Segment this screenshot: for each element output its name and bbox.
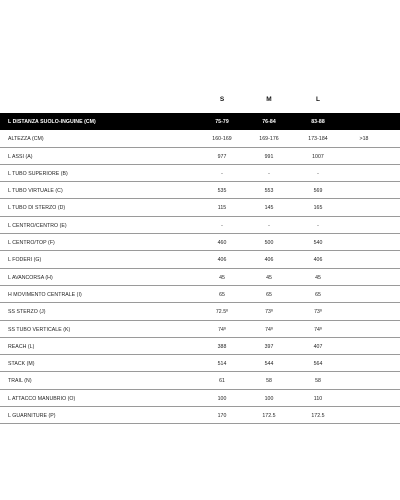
cell-size-l: 58	[315, 378, 321, 385]
row-label: SS TUBO VERTICALE (K)	[8, 326, 71, 333]
cell-size-s: 170	[217, 413, 227, 420]
row-label: H MOVIMENTO CENTRALE (I)	[8, 291, 82, 298]
cell-size-s: 535	[217, 188, 227, 195]
cell-size-m: 991	[264, 153, 274, 160]
row-label: ALTEZZA (CM)	[8, 136, 44, 143]
cell-size-m: 544	[264, 361, 274, 368]
cell-size-s: -	[221, 170, 223, 177]
cell-size-m: 76-84	[262, 119, 276, 125]
cell-size-m: 397	[264, 343, 274, 350]
cell-size-l: 564	[313, 361, 323, 368]
cell-size-m: -	[268, 222, 270, 229]
table-row	[0, 199, 400, 216]
cell-size-m: 58	[266, 378, 272, 385]
row-label: L TUBO DI STERZO (D)	[8, 205, 66, 212]
cell-size-l: 569	[313, 188, 323, 195]
cell-size-s: 75-79	[215, 119, 229, 125]
size-m-header: M	[266, 96, 272, 103]
cell-size-m: 500	[264, 240, 274, 247]
cell-size-l: 540	[313, 240, 323, 247]
cell-size-l: 73º	[314, 309, 322, 316]
row-label: L AVANCORSA (H)	[8, 274, 53, 281]
table-row	[0, 234, 400, 251]
table-row	[0, 182, 400, 199]
row-label: L GUARNITURE (P)	[8, 413, 56, 420]
table-row	[0, 321, 400, 338]
cell-size-m: 406	[264, 257, 274, 264]
cell-size-m: 65	[266, 291, 272, 298]
table-row	[0, 338, 400, 355]
table-row	[0, 113, 400, 130]
cell-size-l: 65	[315, 291, 321, 298]
cell-extra: >18	[359, 136, 369, 143]
row-label: L ASSI (A)	[8, 153, 33, 160]
cell-size-m: -	[268, 170, 270, 177]
size-s-header: S	[219, 96, 225, 103]
table-row	[0, 390, 400, 407]
cell-size-s: 460	[217, 240, 227, 247]
cell-size-l: 74º	[314, 326, 322, 333]
row-label: STACK (M)	[8, 361, 35, 368]
table-row	[0, 286, 400, 303]
cell-size-s: 115	[217, 205, 227, 212]
row-label: SS STERZO (J)	[8, 309, 46, 316]
cell-size-s: 977	[217, 153, 227, 160]
cell-size-s: 65	[219, 291, 225, 298]
cell-size-l: 407	[313, 343, 323, 350]
cell-size-s: 74º	[218, 326, 226, 333]
cell-size-m: 73º	[265, 309, 273, 316]
cell-size-m: 145	[264, 205, 274, 212]
cell-size-m: 100	[264, 395, 274, 402]
cell-size-m: 74º	[265, 326, 273, 333]
size-l-header: L	[316, 96, 320, 103]
cell-size-m: 553	[264, 188, 274, 195]
cell-size-m: 45	[266, 274, 272, 281]
table-row	[0, 355, 400, 372]
cell-size-l: 165	[313, 205, 323, 212]
table-row	[0, 372, 400, 389]
table-row	[0, 251, 400, 268]
cell-size-s: 100	[217, 395, 227, 402]
cell-size-l: 110	[313, 395, 323, 402]
cell-size-s: 406	[217, 257, 227, 264]
row-label: L FODERI (G)	[8, 257, 42, 264]
row-label: L TUBO VIRTUALE (C)	[8, 188, 63, 195]
row-label: L DISTANZA SUOLO-INGUINE (CM)	[8, 119, 96, 125]
table-row	[0, 303, 400, 320]
cell-size-l: 83-88	[311, 119, 325, 125]
cell-size-s: 61	[219, 378, 225, 385]
row-label: TRAIL (N)	[8, 378, 32, 385]
row-label: L CENTRO/CENTRO (E)	[8, 222, 67, 229]
row-label: REACH (L)	[8, 343, 35, 350]
table-row	[0, 217, 400, 234]
cell-size-s: 45	[219, 274, 225, 281]
cell-size-l: -	[317, 170, 319, 177]
row-label: L ATTACCO MANUBRIO (O)	[8, 395, 76, 402]
cell-size-s: 160-169	[212, 136, 232, 143]
cell-size-l: 173-184	[308, 136, 328, 143]
cell-size-l: -	[317, 222, 319, 229]
cell-size-l: 406	[313, 257, 323, 264]
cell-size-l: 45	[315, 274, 321, 281]
cell-size-s: -	[221, 222, 223, 229]
row-label: L CENTRO/TOP (F)	[8, 240, 55, 247]
cell-size-l: 1007	[312, 153, 324, 160]
row-label: L TUBO SUPERIORE (B)	[8, 170, 68, 177]
table-row	[0, 407, 400, 424]
cell-size-m: 172.5	[262, 413, 276, 420]
geometry-table	[0, 113, 400, 424]
table-row	[0, 269, 400, 286]
table-row	[0, 130, 400, 147]
cell-size-s: 514	[217, 361, 227, 368]
table-row	[0, 148, 400, 165]
table-row	[0, 165, 400, 182]
cell-size-m: 169-176	[259, 136, 279, 143]
cell-size-s: 388	[217, 343, 227, 350]
size-header-row	[0, 96, 400, 108]
cell-size-l: 172.5	[311, 413, 325, 420]
cell-size-s: 72.5º	[215, 309, 229, 316]
